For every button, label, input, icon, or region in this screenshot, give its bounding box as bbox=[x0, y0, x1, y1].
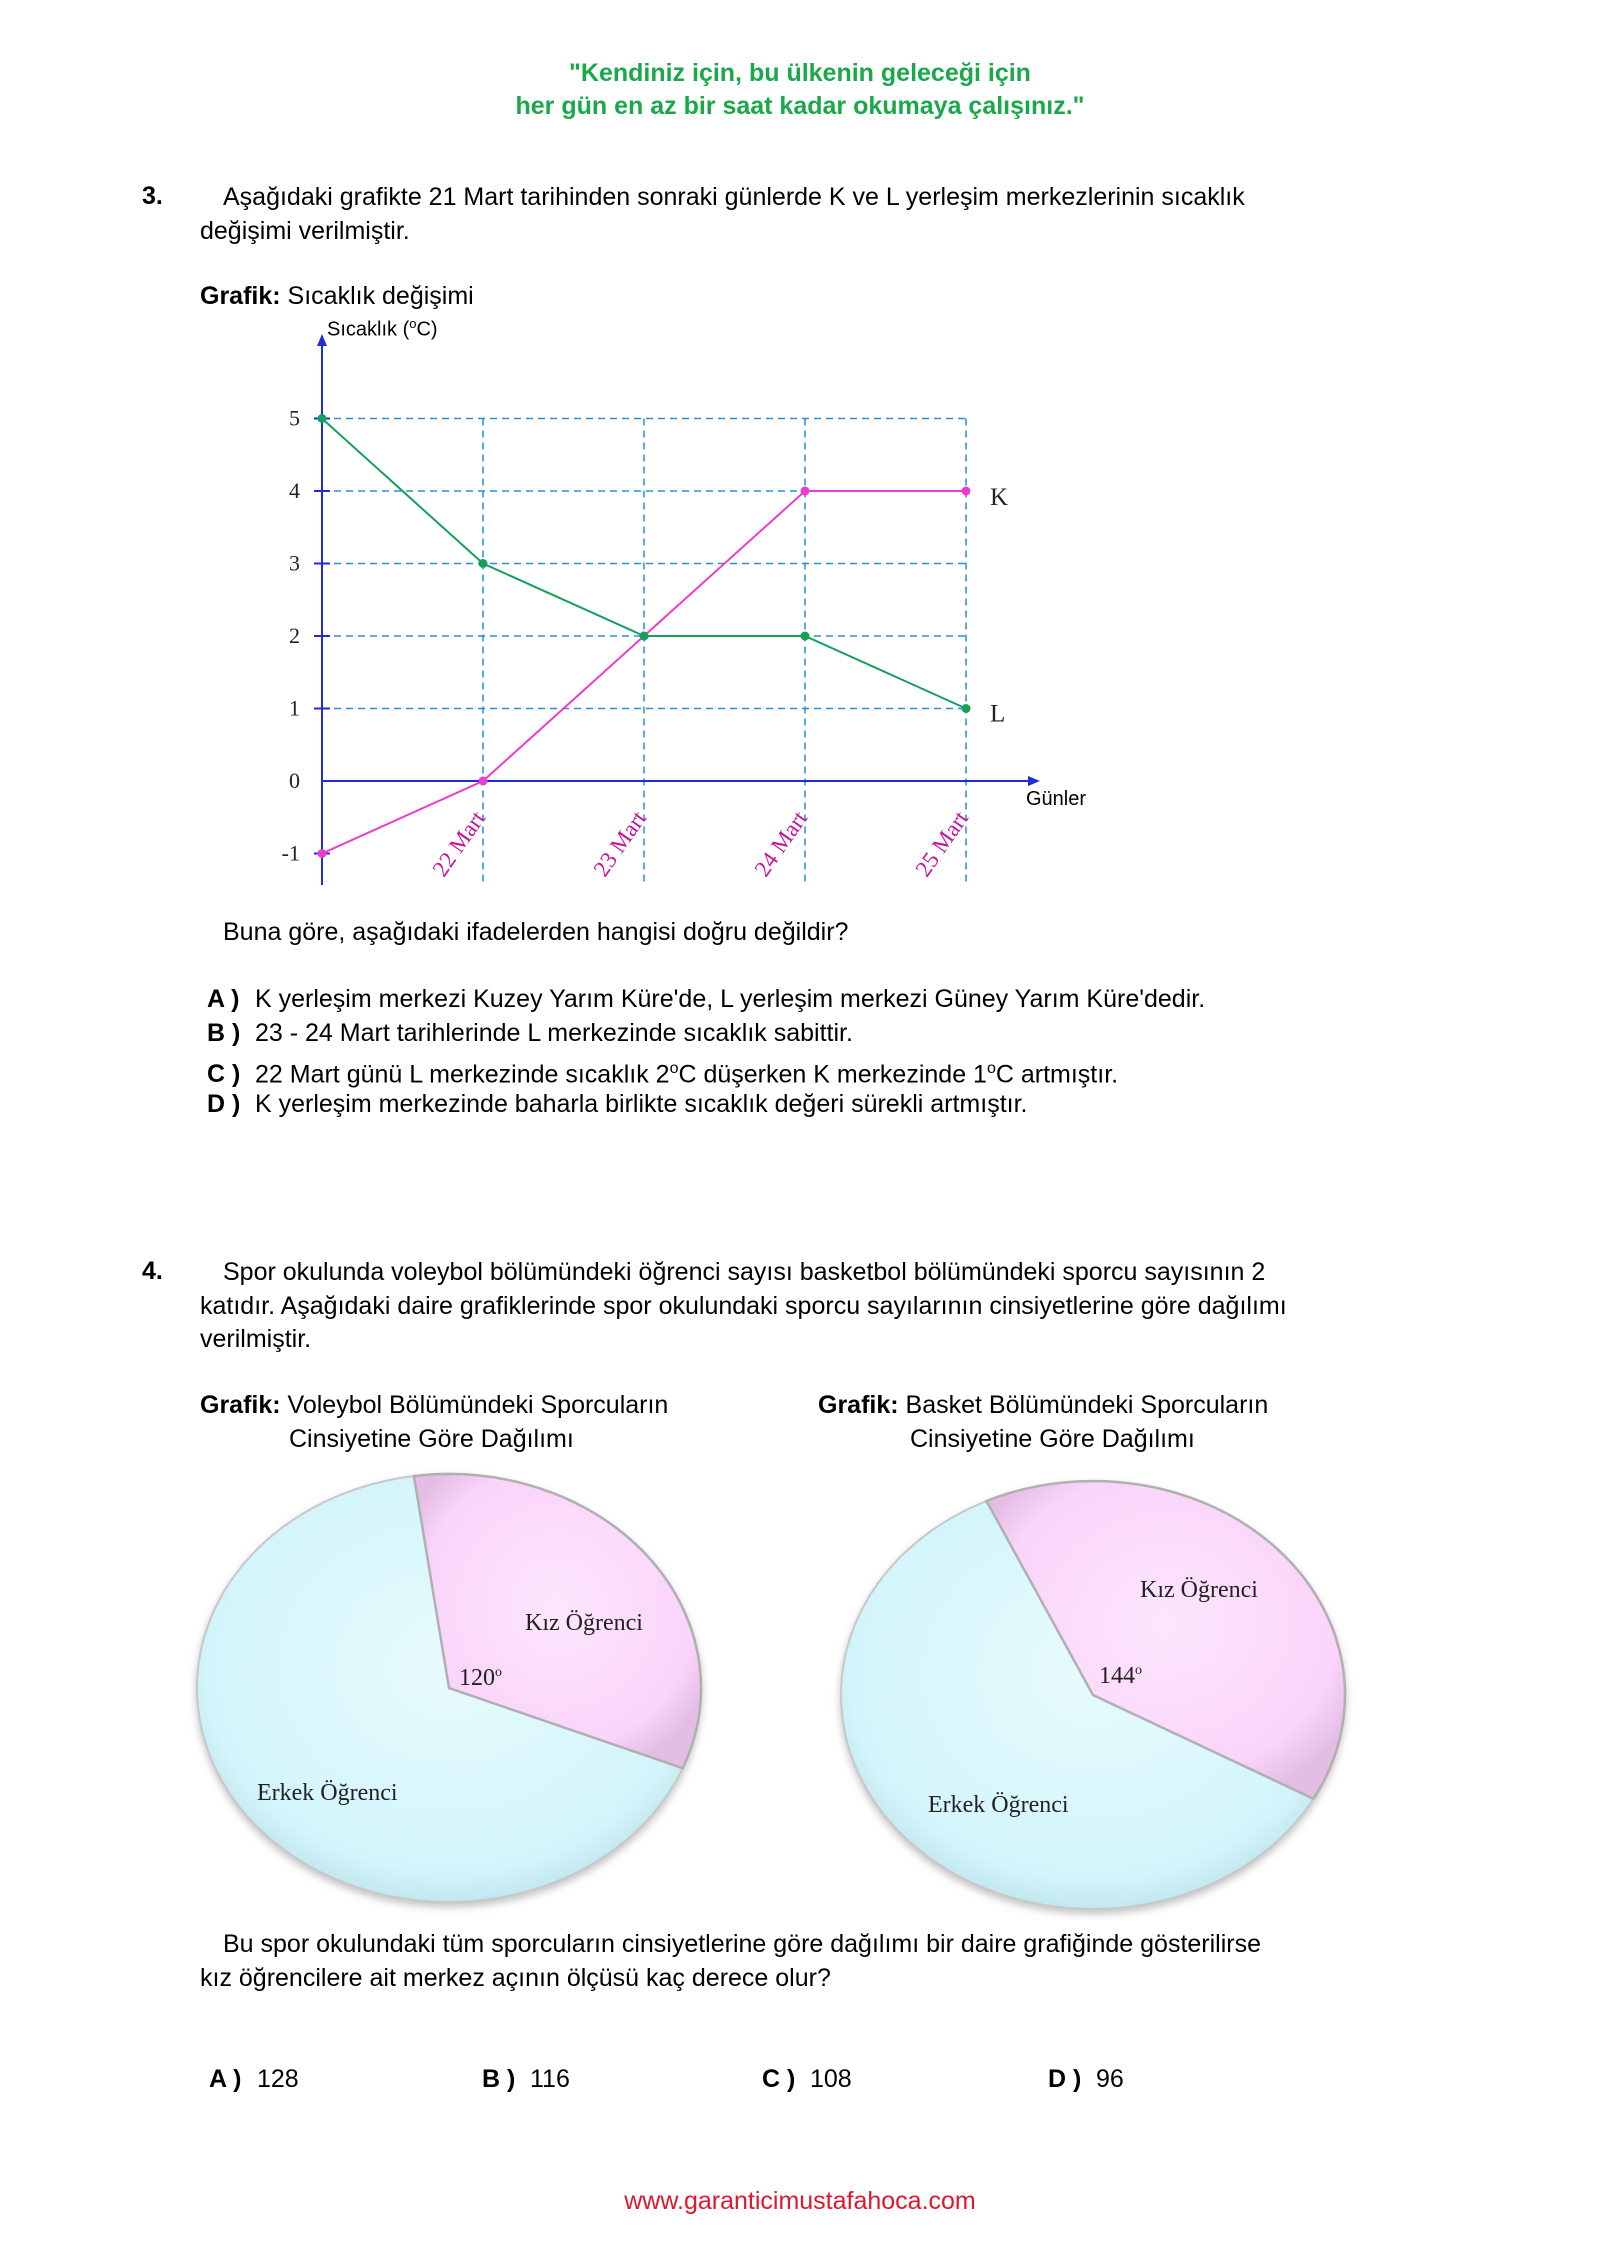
pie-volleyball bbox=[197, 1474, 701, 1902]
q4-intro-line3: verilmiştir. bbox=[200, 1325, 312, 1353]
q4-answer-b[interactable]: B ) 116 bbox=[482, 2065, 570, 2093]
y-tick-label: 0 bbox=[289, 768, 300, 793]
q4-question-line2: kız öğrencilere ait merkez açının ölçüsü kaç derece olur? bbox=[200, 1964, 831, 1992]
y-tick-label: 1 bbox=[289, 695, 300, 721]
series-point-L bbox=[318, 414, 327, 423]
chart-grid bbox=[322, 419, 966, 886]
series-end-label-K: K bbox=[990, 484, 1009, 511]
q3-intro-line2: değişimi verilmiştir. bbox=[200, 217, 410, 245]
pie-label-erkek: Erkek Öğrenci bbox=[928, 1792, 1069, 1818]
pie1-caption-line1: Grafik: Voleybol Bölümündeki Sporcuların bbox=[200, 1391, 669, 1419]
series-point-K bbox=[318, 849, 327, 858]
series-point-K bbox=[479, 777, 488, 786]
series-point-L bbox=[479, 559, 488, 568]
pie-label-erkek: Erkek Öğrenci bbox=[257, 1780, 398, 1806]
q4-number: 4. bbox=[142, 1257, 163, 1285]
q3-intro-line1: Aşağıdaki grafikte 21 Mart tarihinden sonraki günlerde K ve L yerleşim merkezlerinin sıcaklık bbox=[223, 183, 1245, 211]
y-tick-label: 3 bbox=[289, 550, 300, 576]
q3-option-b[interactable]: B ) 23 - 24 Mart tarihlerinde L merkezinde sıcaklık sabittir. bbox=[207, 1019, 853, 1047]
chart-axes bbox=[317, 334, 1040, 885]
q3-option-c[interactable]: C ) 22 Mart günü L merkezinde sıcaklık 2$^o$C düşerken K merkezinde 1$^o$C artmıştır. bbox=[207, 1060, 1119, 1089]
pie-angle-label: 120$^o$ bbox=[459, 1665, 502, 1691]
y-tick-label: 2 bbox=[289, 623, 300, 648]
q3-x-axis-label: Günler bbox=[1026, 788, 1087, 810]
q3-option-a[interactable]: A ) K yerleşim merkezi Kuzey Yarım Küre'de, L yerleşim merkezi Güney Yarım Küre'dedir. bbox=[207, 985, 1206, 1013]
series-point-K bbox=[801, 487, 810, 496]
q3-number: 3. bbox=[142, 182, 163, 210]
pie-label-kiz: Kız Öğrenci bbox=[1140, 1577, 1258, 1603]
y-axis-arrow bbox=[317, 334, 327, 346]
pie-charts bbox=[0, 1440, 1600, 1920]
q4-answer-a[interactable]: A ) 128 bbox=[209, 2065, 299, 2093]
series-point-L bbox=[962, 704, 971, 713]
q4-intro-line1: Spor okulunda voleybol bölümündeki öğrenci sayısı basketbol bölümündeki sporcu sayısının 2 bbox=[223, 1258, 1266, 1286]
q3-question: Buna göre, aşağıdaki ifadelerden hangisi doğru değildir? bbox=[223, 918, 849, 946]
y-tick-label: 5 bbox=[289, 405, 300, 431]
series-end-label-L: L bbox=[990, 700, 1006, 728]
pie2-caption-line1: Grafik: Basket Bölümündeki Sporcuların bbox=[818, 1391, 1269, 1419]
q4-answer-c[interactable]: C ) 108 bbox=[762, 2065, 852, 2093]
pie-label-kiz: Kız Öğrenci bbox=[525, 1610, 643, 1636]
pie-basketball bbox=[841, 1481, 1345, 1909]
q3-graph-label: Grafik: bbox=[200, 282, 281, 310]
temperature-line-chart bbox=[0, 0, 1600, 900]
series-point-L bbox=[640, 632, 649, 641]
y-tick-label: -1 bbox=[281, 840, 300, 866]
series-point-K bbox=[962, 487, 971, 496]
q3-graph-title: Sıcaklık değişimi bbox=[287, 282, 474, 310]
footer-url[interactable]: www.garanticimustafahoca.com bbox=[624, 2187, 976, 2215]
q3-y-axis-label: Sıcaklık ($^o$C) bbox=[327, 316, 438, 341]
x-tick-label: 25 Mart bbox=[910, 806, 974, 881]
x-tick-label: 22 Mart bbox=[427, 806, 491, 881]
pie-angle-label: 144$^o$ bbox=[1099, 1663, 1142, 1689]
q4-question-line1: Bu spor okulundaki tüm sporcuların cinsiyetlerine göre dağılımı bir daire grafiğinde gösterilirse bbox=[223, 1930, 1262, 1958]
q4-intro-line2: katıdır. Aşağıdaki daire grafiklerinde spor okulundaki sporcu sayılarının cinsiyetlerine göre dağılımı bbox=[200, 1292, 1287, 1320]
chart-x-tick-labels bbox=[428, 806, 974, 881]
x-tick-label: 23 Mart bbox=[588, 806, 652, 881]
x-axis-arrow bbox=[1028, 776, 1040, 786]
series-point-L bbox=[801, 632, 810, 641]
pie1-caption-line2: Cinsiyetine Göre Dağılımı bbox=[289, 1425, 574, 1453]
header-quote-line1: "Kendiniz için, bu ülkenin geleceği için bbox=[569, 59, 1031, 87]
q4-answer-d[interactable]: D ) 96 bbox=[1048, 2065, 1124, 2093]
x-tick-label: 24 Mart bbox=[749, 806, 813, 881]
y-tick-label: 4 bbox=[289, 478, 300, 503]
header-quote-line2: her gün en az bir saat kadar okumaya çalışınız." bbox=[515, 92, 1085, 120]
pie2-caption-line2: Cinsiyetine Göre Dağılımı bbox=[910, 1425, 1195, 1453]
q3-option-d[interactable]: D ) K yerleşim merkezinde baharla birlikte sıcaklık değeri sürekli artmıştır. bbox=[207, 1090, 1028, 1118]
